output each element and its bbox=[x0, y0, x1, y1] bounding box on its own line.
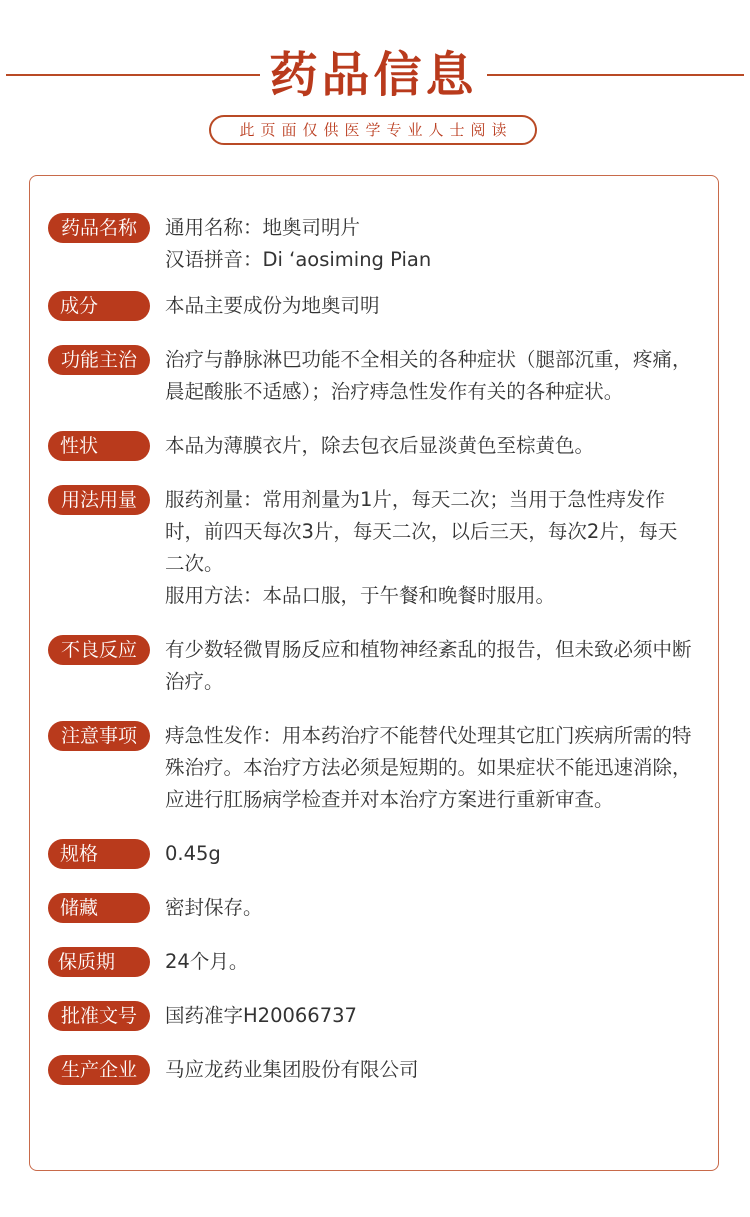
row-indications bbox=[48, 344, 708, 408]
label-manufacturer: 生产企业 bbox=[48, 1055, 150, 1085]
label-specification bbox=[48, 839, 150, 869]
row-shelf-life bbox=[48, 946, 708, 978]
label-indications: 功能主治 bbox=[48, 345, 150, 375]
label-ingredients-text: 成分 bbox=[60, 295, 99, 317]
page-header bbox=[0, 40, 750, 110]
row-dosage bbox=[48, 484, 708, 612]
label-description-text: 性状 bbox=[60, 435, 99, 457]
content-manufacturer bbox=[165, 1054, 695, 1086]
label-specification-text: 规格 bbox=[60, 843, 99, 865]
content-dosage bbox=[165, 484, 695, 612]
pinyin-name-text: 汉语拼音：Di ‘aosiming Pian bbox=[165, 248, 432, 271]
row-ingredients bbox=[48, 290, 708, 322]
content-approval-number bbox=[165, 1000, 695, 1032]
specification-text: 0.45g bbox=[165, 842, 221, 865]
label-adverse-reactions: 不良反应 bbox=[48, 635, 150, 665]
dosage-amount-text: 服药剂量：常用剂量为1片，每天二次；当用于急性痔发作时，前四天每次3片，每天二次，以后三天，每次2片，每天二次。 bbox=[165, 488, 678, 575]
label-precautions: 注意事项 bbox=[48, 721, 150, 751]
content-indications bbox=[165, 344, 695, 408]
header-rule-right bbox=[487, 74, 744, 76]
label-description bbox=[48, 431, 150, 461]
label-shelf-life-text: 保质期 bbox=[58, 951, 116, 973]
content-ingredients bbox=[165, 290, 695, 322]
content-adverse-reactions bbox=[165, 634, 695, 698]
row-storage bbox=[48, 892, 708, 924]
content-shelf-life bbox=[165, 946, 695, 978]
content-drug-name bbox=[165, 212, 695, 276]
row-description bbox=[48, 430, 708, 462]
content-description bbox=[165, 430, 695, 462]
label-dosage: 用法用量 bbox=[48, 485, 150, 515]
row-drug-name bbox=[48, 212, 708, 276]
content-storage bbox=[165, 892, 695, 924]
ingredients-text: 本品主要成份为地奥司明 bbox=[165, 294, 380, 317]
storage-text: 密封保存。 bbox=[165, 896, 263, 919]
indications-text: 治疗与静脉淋巴功能不全相关的各种症状（腿部沉重，疼痛，晨起酸胀不适感）；治疗痔急性发作有关的各种症状。 bbox=[165, 348, 692, 403]
shelf-life-text: 24个月。 bbox=[165, 950, 249, 973]
label-shelf-life bbox=[48, 947, 150, 977]
label-storage-text: 储藏 bbox=[60, 897, 99, 919]
description-text: 本品为薄膜衣片，除去包衣后显淡黄色至棕黄色。 bbox=[165, 434, 595, 457]
row-precautions bbox=[48, 720, 708, 816]
dosage-method-text: 服用方法：本品口服，于午餐和晚餐时服用。 bbox=[165, 584, 556, 607]
manufacturer-text: 马应龙药业集团股份有限公司 bbox=[165, 1058, 419, 1081]
label-drug-name: 药品名称 bbox=[48, 213, 150, 243]
page-title: 药品信息 bbox=[269, 47, 478, 103]
header-rule-left bbox=[6, 74, 260, 76]
row-approval-number bbox=[48, 1000, 708, 1032]
label-approval-number: 批准文号 bbox=[48, 1001, 150, 1031]
content-specification bbox=[165, 838, 695, 870]
adverse-reactions-text: 有少数轻微胃肠反应和植物神经紊乱的报告，但未致必须中断治疗。 bbox=[165, 638, 692, 693]
label-storage bbox=[48, 893, 150, 923]
row-specification bbox=[48, 838, 708, 870]
row-manufacturer bbox=[48, 1054, 708, 1086]
approval-number-text: 国药准字H20066737 bbox=[165, 1004, 357, 1027]
precautions-text: 痔急性发作：用本药治疗不能替代处理其它肛门疾病所需的特殊治疗。本治疗方法必须是短期的。如果症状不能迅速消除，应进行肛肠病学检查并对本治疗方案进行重新审查。 bbox=[165, 724, 692, 811]
professional-notice-badge: 此页面仅供医学专业人士阅读 bbox=[209, 115, 537, 145]
row-adverse-reactions bbox=[48, 634, 708, 698]
generic-name-text: 通用名称：地奥司明片 bbox=[165, 216, 361, 239]
drug-info-panel bbox=[29, 175, 719, 1171]
label-ingredients bbox=[48, 291, 150, 321]
info-rows bbox=[48, 212, 708, 1086]
content-precautions bbox=[165, 720, 695, 816]
